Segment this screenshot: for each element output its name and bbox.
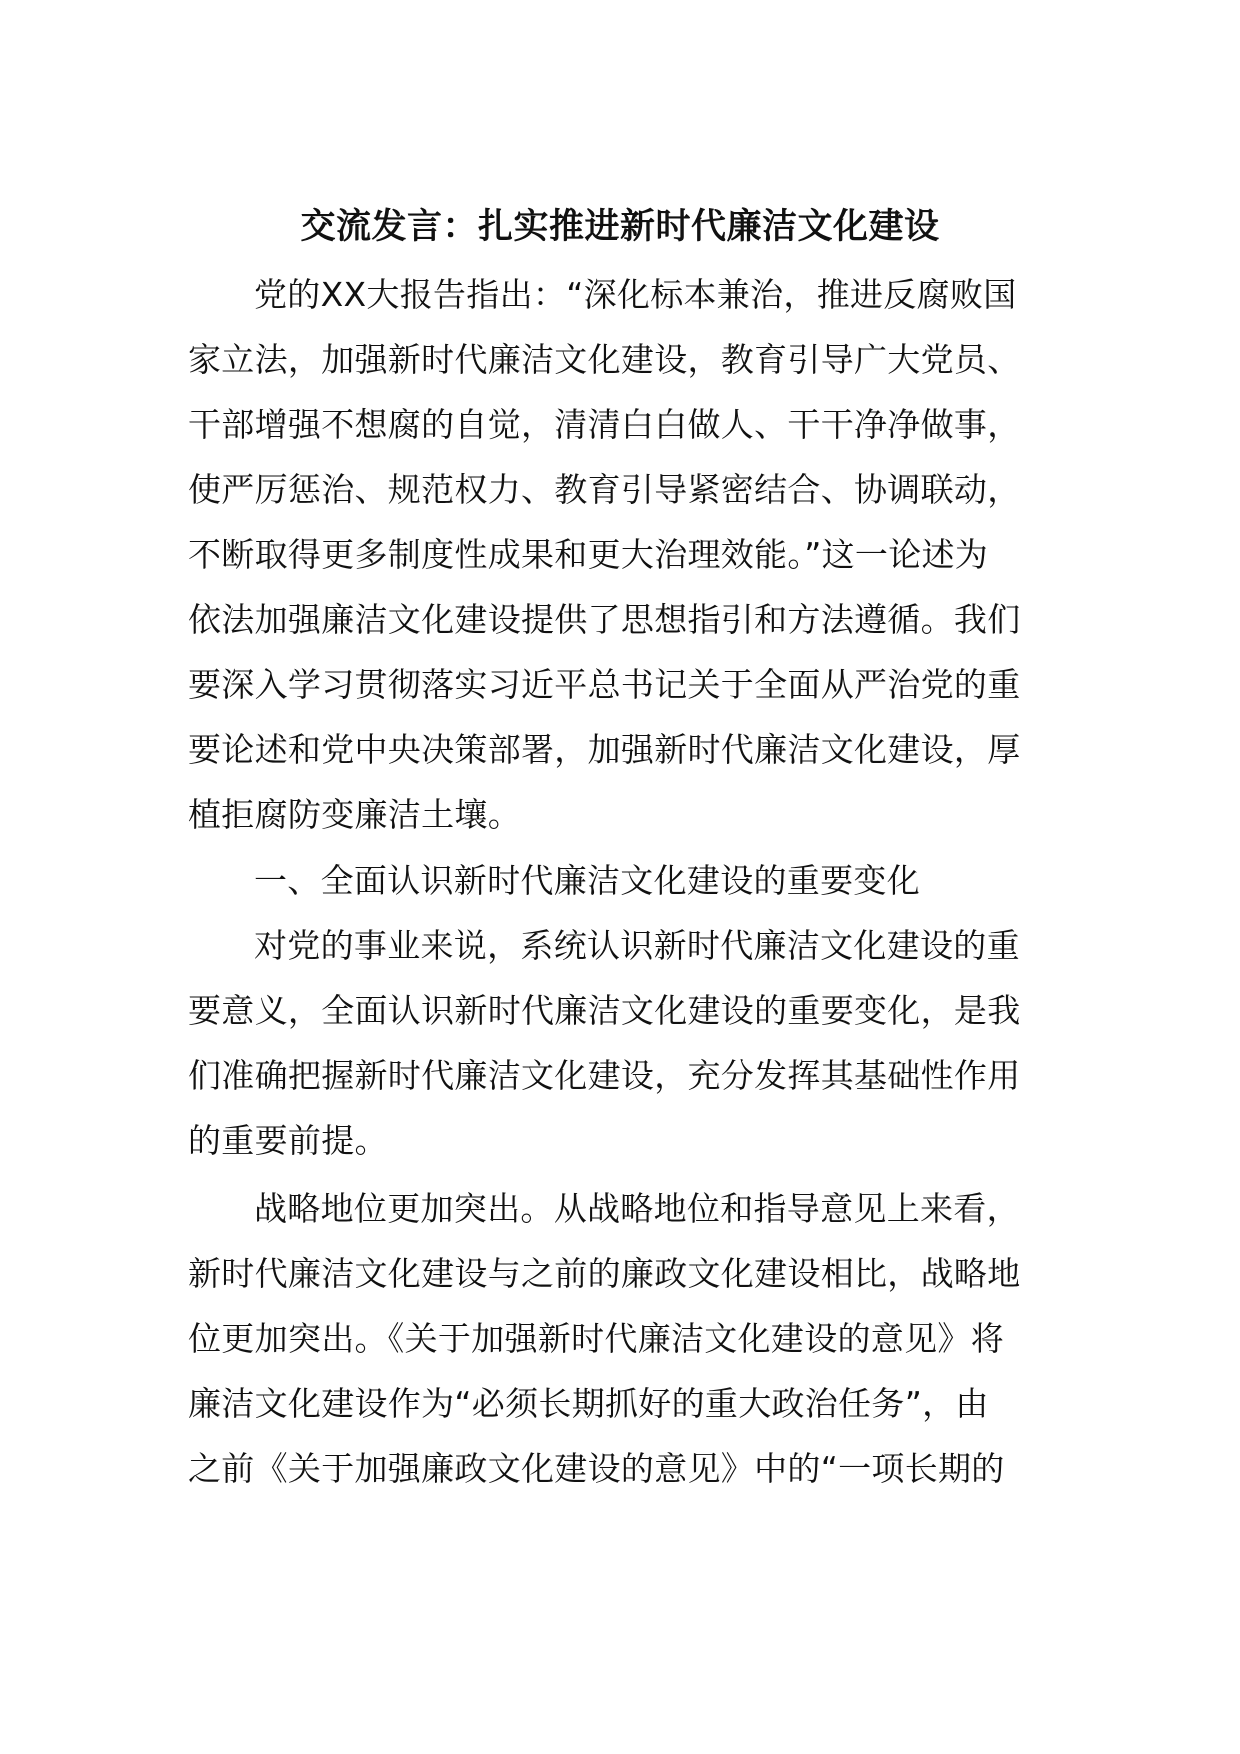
text-line: 要论述和党中央决策部署，加强新时代廉洁文化建设，厚 [188,730,1021,769]
text-line: 不断取得更多制度性成果和更大治理效能。”这一论述为 [188,535,989,574]
text-line: 廉洁文化建设作为“必须长期抓好的重大政治任务”，由 [188,1384,989,1423]
text-line: 新时代廉洁文化建设与之前的廉政文化建设相比，战略地 [188,1254,1021,1293]
text-line: 使严厉惩治、规范权力、教育引导紧密结合、协调联动， [188,470,1021,509]
text-line: 要深入学习贯彻落实习近平总书记关于全面从严治党的重 [188,665,1021,704]
text-line: 干部增强不想腐的自觉，清清白白做人、干干净净做事， [188,405,1021,444]
page-title: 交流发言：扎实推进新时代廉洁文化建设 [300,207,940,247]
text-line: 要意义，全面认识新时代廉洁文化建设的重要变化，是我 [188,991,1021,1030]
section-heading-text: 一、全面认识新时代廉洁文化建设的重要变化 [254,861,920,900]
text-line: 植拒腐防变廉洁土壤。 [188,795,521,834]
text-line: 依法加强廉洁文化建设提供了思想指引和方法遵循。我们 [188,600,1021,639]
text-line: 党的XX大报告指出：“深化标本兼治，推进反腐败国 [254,275,1017,314]
paragraph-2 [188,913,1068,1173]
paragraph-3 [188,1176,1068,1501]
text-line: 战略地位更加突出。从战略地位和指导意见上来看， [254,1189,1020,1228]
paragraph-1 [188,262,1068,847]
text-line: 位更加突出。《关于加强新时代廉洁文化建设的意见》将 [188,1319,1004,1358]
text-line: 对党的事业来说，系统认识新时代廉洁文化建设的重 [254,926,1020,965]
text-line: 们准确把握新时代廉洁文化建设，充分发挥其基础性作用 [188,1056,1021,1095]
section-heading-1 [188,848,1068,913]
text-line: 之前《关于加强廉政文化建设的意见》中的“一项长期的 [188,1449,1005,1488]
text-line: 的重要前提。 [188,1121,388,1160]
text-line: 家立法，加强新时代廉洁文化建设，教育引导广大党员、 [188,340,1021,379]
